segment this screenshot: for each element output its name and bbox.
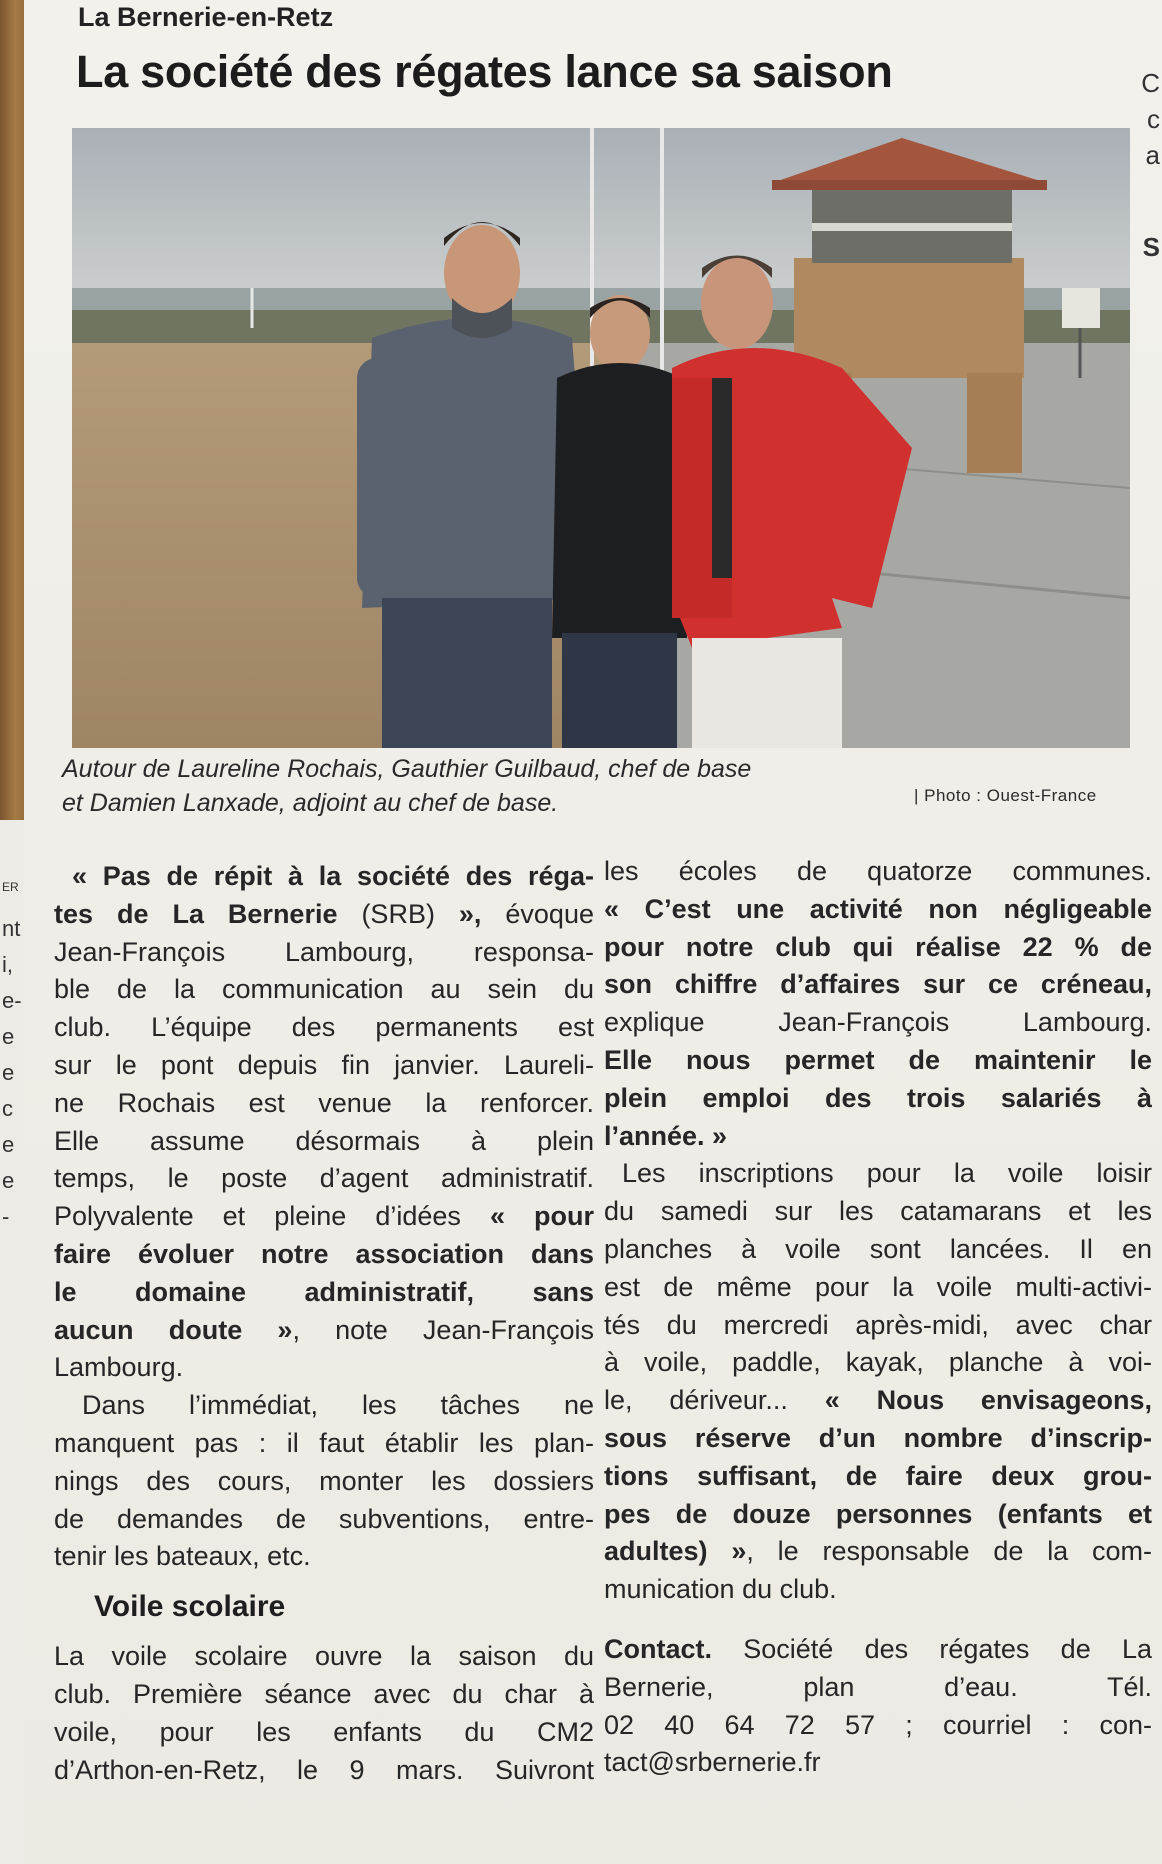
text-line	[604, 1004, 1152, 1042]
text-line: La voile scolaire ouvre la saison du	[54, 1641, 594, 1672]
text-line	[54, 858, 594, 896]
text-line	[604, 966, 1152, 1004]
body-text: ble de la communication au sein du	[54, 974, 594, 1005]
quote-text: sous réserve d’un nombre d’inscrip-	[604, 1422, 1152, 1453]
text-line	[54, 1198, 594, 1236]
text-line: club. Première séance avec du char à	[54, 1678, 594, 1709]
text-line: Dans l’immédiat, les tâches ne	[82, 1390, 594, 1421]
body-text: tés du mercredi après-midi, avec char	[604, 1309, 1152, 1340]
body-text: du samedi sur les catamarans et les	[604, 1196, 1152, 1227]
text-line	[604, 1533, 1152, 1571]
text-line	[54, 1274, 594, 1312]
spacer	[604, 1609, 1152, 1631]
edge-fragment: e	[2, 1060, 15, 1085]
paragraph-intro	[54, 858, 594, 1349]
body-text: évoque	[505, 898, 594, 929]
body-text: temps, le poste d’agent administratif.	[54, 1163, 594, 1194]
quote-text: pour notre club qui réalise 22 % de	[604, 931, 1152, 962]
article-photo	[72, 128, 1130, 748]
text-line: d’Arthon-en-Retz, le 9 mars. Suivront	[54, 1754, 594, 1785]
edge-fragment: -	[2, 1204, 10, 1229]
text-line: munication du club.	[604, 1574, 837, 1605]
article-column-right	[604, 853, 1152, 1782]
text-line	[604, 891, 1152, 929]
edge-fragment: e	[2, 1168, 15, 1193]
quote-text: « C’est une activité non négligeable	[604, 893, 1152, 924]
body-text: est de même pour la voile multi-activi-	[604, 1271, 1152, 1302]
text-line: nings des cours, monter les dossiers	[54, 1465, 594, 1496]
edge-fragment: e	[2, 1024, 15, 1049]
edge-fragment: c	[2, 1096, 13, 1121]
text-line	[604, 1458, 1152, 1496]
quote-text: tes de La Bernerie	[54, 898, 338, 929]
quote-text: Contact.	[604, 1633, 712, 1664]
body-text: explique Jean-François Lambourg.	[604, 1007, 1152, 1038]
quote-text: « Nous envisageons,	[824, 1385, 1152, 1416]
paragraph-inscriptions	[604, 1155, 1152, 1571]
edge-fragment: c	[1147, 104, 1160, 134]
text-line: l’année. »	[604, 1120, 728, 1151]
text-line: Lambourg.	[54, 1352, 184, 1383]
body-text: Elle assume désormais à plein	[54, 1125, 594, 1156]
quote-text: « pour	[489, 1201, 594, 1232]
edge-fragment: S	[1142, 232, 1160, 262]
body-text: (SRB)	[337, 898, 459, 929]
newspaper-page	[24, 0, 1162, 1864]
text-line	[604, 1193, 1152, 1231]
text-line	[604, 1669, 1152, 1707]
quote-text: Elle nous permet de maintenir le	[604, 1044, 1152, 1075]
text-line	[604, 929, 1152, 967]
text-line	[604, 1155, 1152, 1193]
body-text: Les inscriptions pour la voile loisir	[622, 1158, 1152, 1189]
quote-text: adultes) »	[604, 1536, 747, 1567]
quote-text: faire évoluer notre association dans	[54, 1238, 594, 1269]
paragraph-tasks	[54, 1387, 594, 1538]
body-text: , note Jean-François	[292, 1314, 594, 1345]
body-text: , le responsable de la com-	[746, 1536, 1152, 1567]
text-line	[604, 1042, 1152, 1080]
text-line	[54, 1236, 594, 1274]
text-line	[54, 1047, 594, 1085]
quote-text: « Pas de répit à la société des réga-	[72, 861, 594, 891]
body-text: Société des régates de La	[712, 1633, 1152, 1664]
text-line: tenir les bateaux, etc.	[54, 1541, 311, 1572]
paragraph-voile-scolaire	[54, 1638, 594, 1789]
text-line	[54, 1009, 594, 1047]
quote-text: tions suffisant, de faire deux grou-	[604, 1460, 1152, 1491]
text-line	[604, 1307, 1152, 1345]
quote-text: aucun doute »	[54, 1314, 293, 1345]
text-line	[54, 1123, 594, 1161]
text-line	[54, 934, 594, 972]
text-line	[604, 1231, 1152, 1269]
text-line: de demandes de subventions, entre-	[54, 1503, 594, 1534]
contact-block	[604, 1631, 1152, 1744]
photo-illustration	[72, 128, 1130, 748]
body-text: planches à voile sont lancées. Il en	[604, 1233, 1152, 1264]
body-text: Polyvalente et pleine d’idées	[54, 1201, 490, 1232]
contact-email: tact@srbernerie.fr	[604, 1747, 821, 1778]
body-text: club. L’équipe des permanents est	[54, 1012, 594, 1043]
caption-line: Autour de Laureline Rochais, Gauthier Guilbaud, chef de base	[62, 755, 752, 783]
photo-caption	[62, 752, 902, 820]
quote-text: pes de douze personnes (enfants et	[604, 1498, 1152, 1529]
article-column-left	[54, 858, 594, 1789]
edge-fragment: C	[1141, 68, 1160, 98]
text-line	[604, 1269, 1152, 1307]
edge-fragment: ER	[2, 880, 19, 894]
edge-fragment: e-	[2, 988, 22, 1013]
body-text: Bernerie, plan d’eau. Tél.	[604, 1671, 1152, 1702]
body-text: le, dériveur...	[604, 1385, 825, 1416]
quote-text: »,	[458, 898, 506, 929]
body-text: les écoles de quatorze communes.	[604, 856, 1152, 886]
section-label: La Bernerie-en-Retz	[78, 2, 334, 32]
body-text: sur le pont depuis fin janvier. Laureli-	[54, 1049, 594, 1080]
body-text: Jean-François Lambourg, responsa-	[54, 936, 594, 967]
body-text: 02 40 64 72 57 ; courriel : con-	[604, 1709, 1152, 1740]
quote-text: le domaine administratif, sans	[54, 1276, 594, 1307]
text-line	[604, 1382, 1152, 1420]
text-line: manquent pas : il faut établir les plan-	[54, 1427, 594, 1458]
subheading-voile-scolaire: Voile scolaire	[94, 1590, 286, 1624]
text-line	[604, 1420, 1152, 1458]
caption-line: et Damien Lanxade, adjoint au chef de base.	[62, 789, 559, 817]
body-text: ne Rochais est venue la renforcer.	[54, 1087, 594, 1118]
headline: La société des régates lance sa saison	[76, 46, 893, 97]
quote-text: son chiffre d’affaires sur ce créneau,	[604, 969, 1152, 1000]
photo-credit: | Photo : Ouest-France	[914, 786, 1097, 805]
body-text: à voile, paddle, kayak, planche à voi-	[604, 1347, 1152, 1378]
text-line	[54, 1312, 594, 1350]
paragraph-activity	[604, 853, 1152, 1118]
edge-fragment: nt	[2, 916, 21, 941]
text-line	[54, 1085, 594, 1123]
quote-text: plein emploi des trois salariés à	[604, 1082, 1152, 1113]
text-line	[54, 896, 594, 934]
text-line	[54, 971, 594, 1009]
text-line	[604, 1707, 1152, 1745]
text-line	[604, 1496, 1152, 1534]
edge-fragment: a	[1145, 140, 1160, 170]
text-line	[54, 1160, 594, 1198]
text-line	[604, 1631, 1152, 1669]
text-line	[604, 1080, 1152, 1118]
edge-fragment: e	[2, 1132, 15, 1157]
text-line: voile, pour les enfants du CM2	[54, 1716, 594, 1747]
edge-fragment: i,	[2, 952, 13, 977]
text-line	[604, 1344, 1152, 1382]
text-line	[604, 853, 1152, 891]
